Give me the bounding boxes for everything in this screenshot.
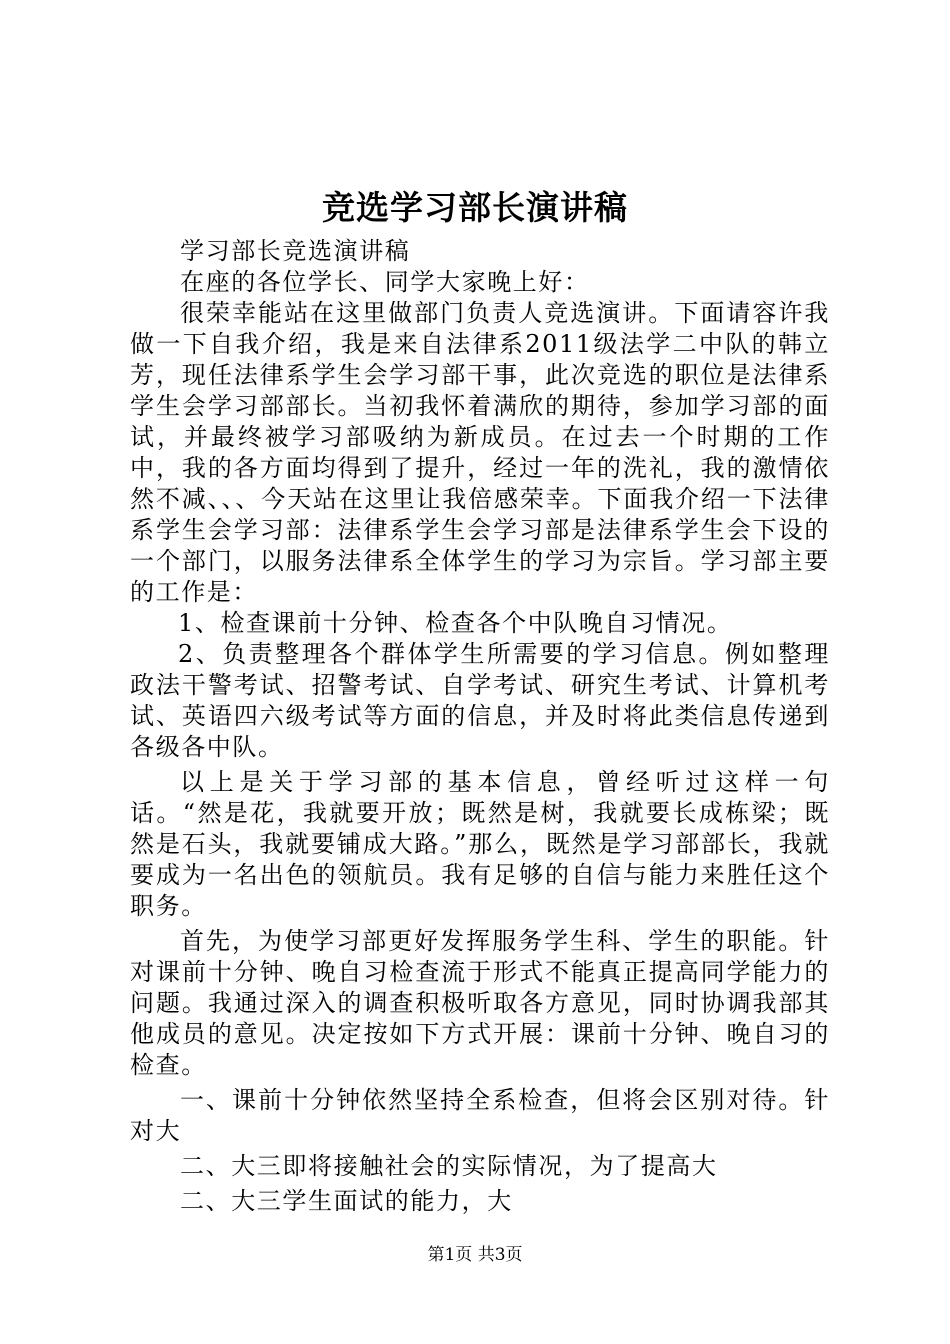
document-title: 竞选学习部长演讲稿 <box>322 188 628 227</box>
paragraph-point-3: 二、大三学生面试的能力，大 <box>180 1187 513 1215</box>
paragraph-greeting: 在座的各位学长、同学大家晚上好： <box>180 268 590 296</box>
paragraph-duty-1: 1、检查课前十分钟、检查各个中队晚自习情况。 <box>178 609 733 637</box>
paragraph-quote: 以上是关于学习部的基本信息，曾经听过这样一句话。“然是花，我就要开放；既然是树，我就要长成栋梁；既然是石头，我就要铺成大路。”那么，既然是学习部部长，我就要成为一名出色的领航员。我有足够的自信与能力来胜任这个职务。 <box>130 768 830 920</box>
paragraph-subtitle: 学习部长竞选演讲稿 <box>180 237 411 265</box>
paragraph-point-1: 一、课前十分钟依然坚持全系检查，但将会区别对待。针对大 <box>130 1086 830 1145</box>
paragraph-duty-2: 2、负责整理各个群体学生所需要的学习信息。例如整理政法干警考试、招警考试、自学考试、研究生考试、计算机考试、英语四六级考试等方面的信息，并及时将此类信息传递到各级各中队。 <box>130 640 830 761</box>
page-number-footer: 第1页 共3页 <box>427 1245 523 1265</box>
document-body <box>130 236 830 1217</box>
paragraph-plan: 首先，为使学习部更好发挥服务学生科、学生的职能。针对课前十分钟、晚自习检查流于形式不能真正提高同学能力的问题。我通过深入的调查积极听取各方意见，同时协调我部其他成员的意见。决定按如下方式开展：课前十分钟、晚自习的检查。 <box>130 927 830 1079</box>
paragraph-introduction: 很荣幸能站在这里做部门负责人竞选演讲。下面请容许我做一下自我介绍，我是来自法律系2011级法学二中队的韩立芳，现任法律系学生会学习部干事，此次竞选的职位是法律系学生会学习部部长。当初我怀着满欣的期待，参加学习部的面试，并最终被学习部吸纳为新成员。在过去一个时期的工作中，我的各方面均得到了提升，经过一年的洗礼，我的激情依然不减、、、今天站在这里让我倍感荣幸。下面我介绍一下法律系学生会学习部：法律系学生会学习部是法律系学生会下设的一个部门，以服务法律系全体学生的学习为宗旨。学习部主要的工作是： <box>130 299 830 606</box>
paragraph-point-2: 二、大三即将接触社会的实际情况，为了提高大 <box>180 1152 718 1180</box>
